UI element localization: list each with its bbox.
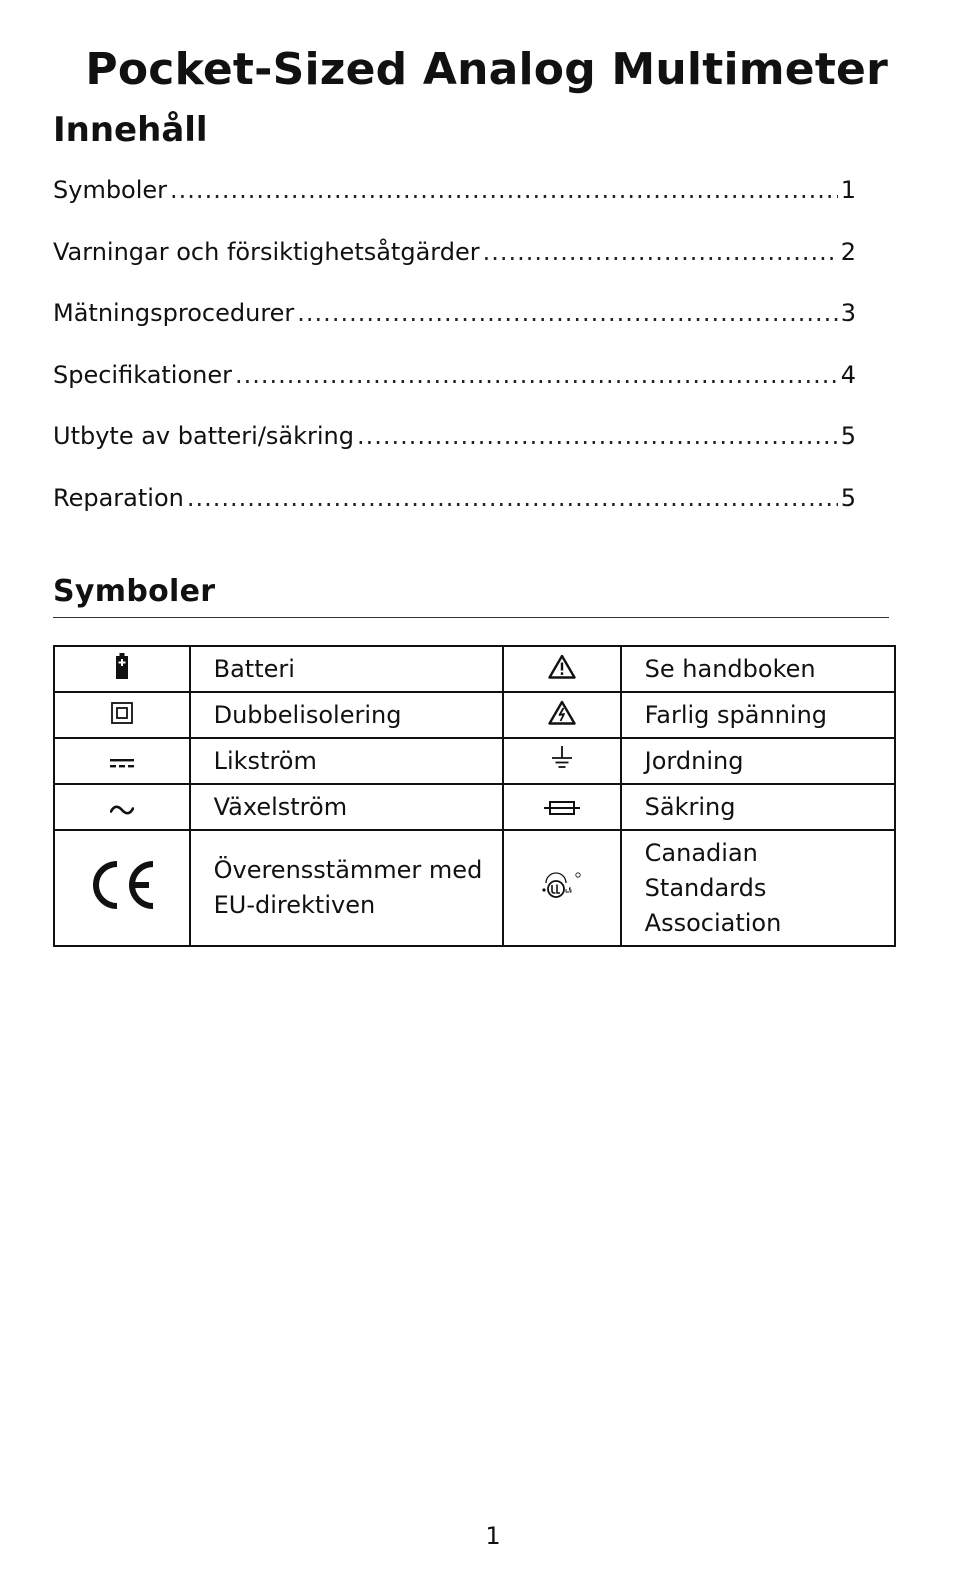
symbol-label: Batteri — [190, 646, 504, 692]
toc-entry-label: Symboler — [53, 176, 168, 204]
table-row — [54, 784, 895, 830]
symbol-label: Se handboken — [621, 646, 895, 692]
toc-leader-dots — [357, 422, 838, 450]
heading-divider — [53, 617, 889, 618]
symbol-label-line: Canadian — [644, 838, 758, 867]
symbol-cell — [503, 692, 621, 738]
symbol-label-line: EU-direktiven — [213, 891, 376, 919]
toc-entry-page: 5 — [840, 483, 856, 512]
battery-icon — [115, 653, 129, 685]
symbol-cell — [503, 646, 621, 692]
symbol-cell — [503, 784, 621, 830]
double-insulation-icon — [111, 702, 133, 730]
toc-entry[interactable] — [53, 361, 856, 423]
symbol-cell — [54, 830, 190, 946]
symbol-cell — [503, 830, 621, 946]
fuse-icon — [544, 794, 580, 822]
symbol-cell — [54, 784, 190, 830]
toc-leader-dots — [483, 238, 838, 266]
symbol-label-line: Association — [644, 908, 782, 937]
toc-entry-page: 4 — [840, 360, 856, 389]
table-row — [54, 692, 895, 738]
toc-entry-page: 3 — [840, 299, 856, 327]
symbols-heading: Symboler — [53, 574, 216, 609]
symbol-label — [621, 830, 895, 946]
toc-entry-label: Varningar och försiktighetsåtgärder — [53, 237, 480, 266]
symbols-table — [53, 645, 896, 947]
page-title: Pocket-Sized Analog Multimeter — [85, 44, 888, 95]
ac-icon — [110, 794, 134, 822]
symbol-cell — [503, 738, 621, 784]
dc-icon — [110, 748, 134, 776]
ce-mark-icon — [87, 859, 157, 917]
ul-classified-icon — [540, 870, 584, 906]
toc-leader-dots — [170, 176, 838, 204]
symbol-label: Dubbelisolering — [190, 692, 504, 738]
toc-entry[interactable] — [53, 176, 856, 238]
symbol-label: Farlig spänning — [621, 692, 895, 738]
table-row — [54, 646, 895, 692]
toc-entry-page: 5 — [840, 422, 856, 450]
toc-heading: Innehåll — [53, 110, 208, 150]
toc-entry[interactable] — [53, 238, 856, 300]
toc-entry[interactable] — [53, 484, 856, 546]
toc-entry-page: 1 — [840, 176, 856, 204]
toc-leader-dots — [235, 361, 838, 389]
toc-leader-dots — [297, 299, 837, 327]
table-row — [54, 830, 895, 946]
symbol-label — [190, 830, 504, 946]
toc-entry-label: Utbyte av batteri/säkring — [53, 422, 354, 450]
symbol-label-line: Standards — [644, 873, 767, 902]
symbol-label: Likström — [190, 738, 504, 784]
toc-entry-label: Mätningsprocedurer — [53, 299, 295, 327]
table-row — [54, 738, 895, 784]
toc-leader-dots — [187, 484, 838, 512]
table-of-contents — [53, 176, 856, 545]
toc-entry[interactable] — [53, 299, 856, 361]
symbol-label: Säkring — [621, 784, 895, 830]
ground-icon — [551, 746, 573, 776]
toc-entry-page: 2 — [840, 237, 856, 266]
symbol-cell — [54, 692, 190, 738]
symbol-label: Jordning — [621, 738, 895, 784]
caution-triangle-icon — [548, 654, 576, 685]
symbol-cell — [54, 646, 190, 692]
dangerous-voltage-icon — [548, 700, 576, 731]
toc-entry-label: Specifikationer — [53, 360, 233, 389]
toc-entry[interactable] — [53, 422, 856, 484]
symbol-label-line: Överensstämmer med — [213, 856, 483, 884]
symbol-cell — [54, 738, 190, 784]
symbol-label: Växelström — [190, 784, 504, 830]
page-number: 1 — [485, 1522, 501, 1550]
toc-entry-label: Reparation — [53, 483, 184, 512]
